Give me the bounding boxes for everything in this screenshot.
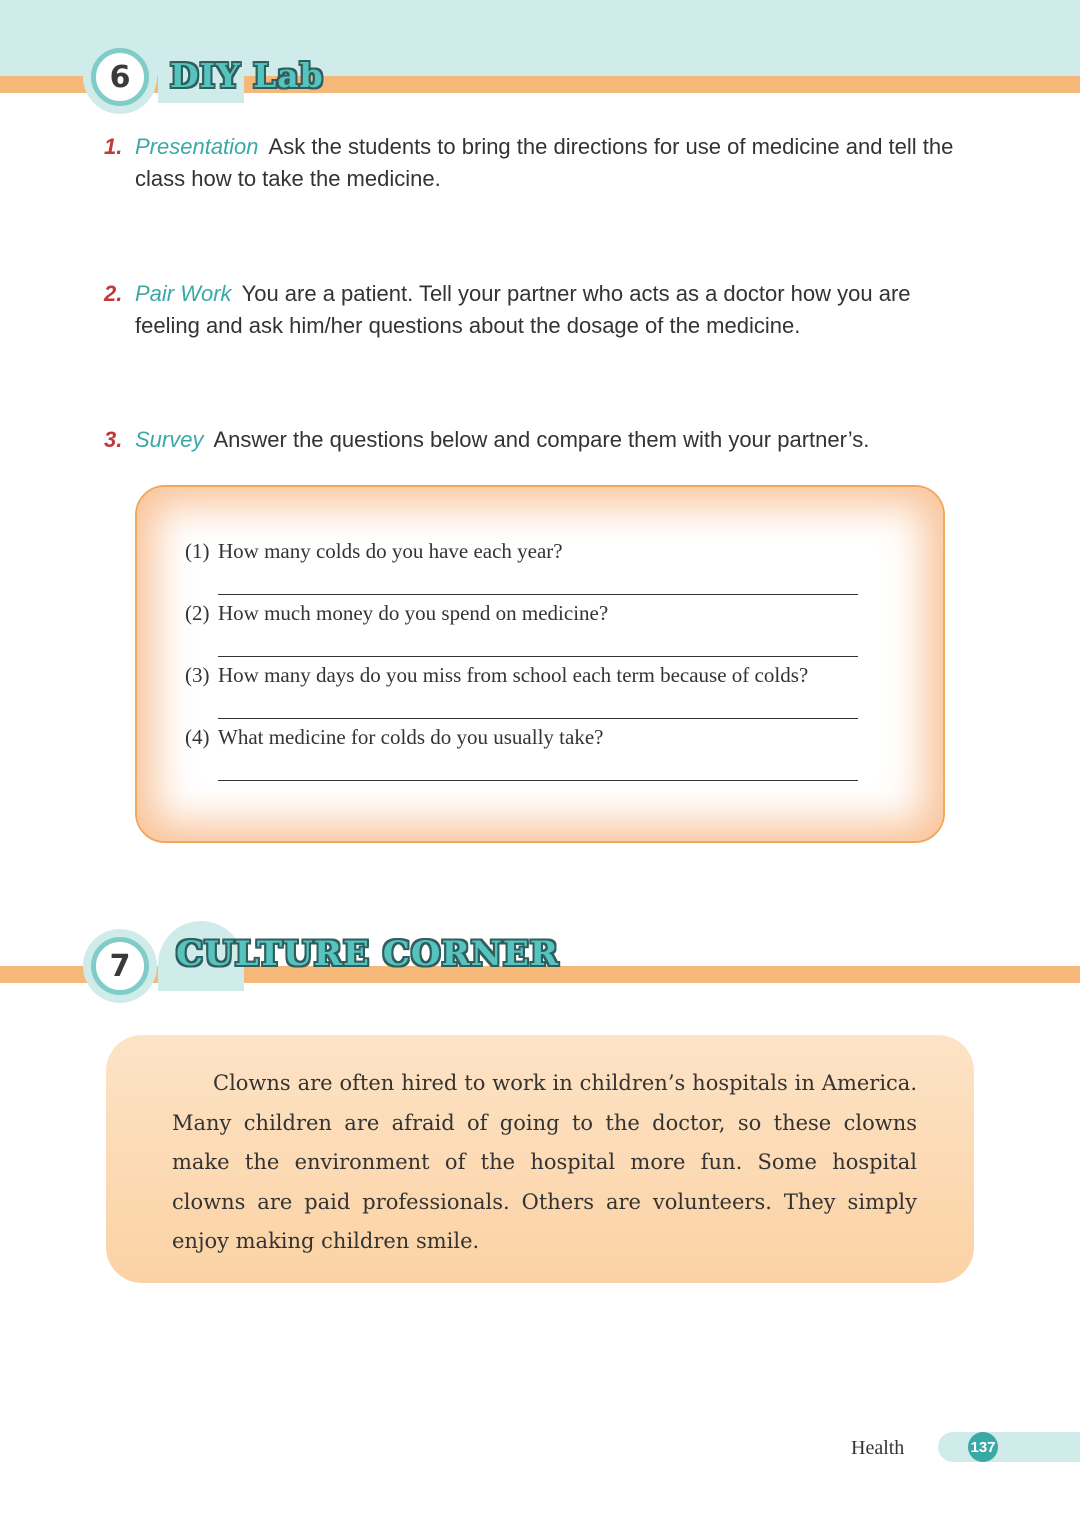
culture-paragraph: Clowns are often hired to work in children’s hospitals in America. Many children are afraid of going to the doctor, so these clowns make the environment of the hospital more fun. Some hospital clowns are paid professionals. Others are volunteers. They simply enjoy making children smile. — [172, 1071, 917, 1253]
footer-pill — [938, 1432, 1080, 1462]
survey-question-2-text: How much money do you spend on medicine? — [218, 601, 609, 625]
survey-question-2 — [185, 601, 608, 626]
answer-line-1[interactable] — [218, 594, 858, 595]
survey-question-4 — [185, 725, 603, 750]
task-2-number: 2. — [104, 281, 123, 306]
survey-question-1-text: How many colds do you have each year? — [218, 539, 563, 563]
task-2 — [104, 278, 974, 342]
answer-line-2[interactable] — [218, 656, 858, 657]
task-2-label: Pair Work — [135, 281, 232, 306]
survey-question-2-number: (2) — [185, 601, 210, 625]
footer-unit-label: Health — [851, 1437, 905, 1459]
answer-line-3[interactable] — [218, 718, 858, 719]
task-2-text: You are a patient. Tell your partner who acts as a doctor how you are feeling and ask him/her questions about the dosage of the medicine. — [135, 281, 911, 338]
survey-question-3 — [185, 663, 808, 688]
section-7-title: CULTURE CORNER — [176, 934, 559, 974]
task-1 — [104, 131, 974, 195]
answer-line-4[interactable] — [218, 780, 858, 781]
section-6-title: DIY Lab — [170, 56, 324, 95]
survey-question-4-text: What medicine for colds do you usually take? — [218, 725, 604, 749]
survey-question-3-text: How many days do you miss from school each term because of colds? — [218, 663, 809, 687]
section-7-number-badge: 7 — [91, 937, 149, 995]
survey-question-1 — [185, 539, 563, 564]
page-number: 137 — [968, 1432, 998, 1462]
survey-question-3-number: (3) — [185, 663, 210, 687]
task-1-text: Ask the students to bring the directions for use of medicine and tell the class how to take the medicine. — [135, 134, 954, 191]
task-1-label: Presentation — [135, 134, 259, 159]
survey-question-4-number: (4) — [185, 725, 210, 749]
task-3-text: Answer the questions below and compare them with your partner’s. — [213, 427, 870, 452]
task-3-number: 3. — [104, 427, 123, 452]
section-6-number-badge: 6 — [91, 48, 149, 106]
task-3-label: Survey — [135, 427, 204, 452]
task-3 — [104, 424, 974, 456]
survey-question-1-number: (1) — [185, 539, 210, 563]
task-1-number: 1. — [104, 134, 123, 159]
